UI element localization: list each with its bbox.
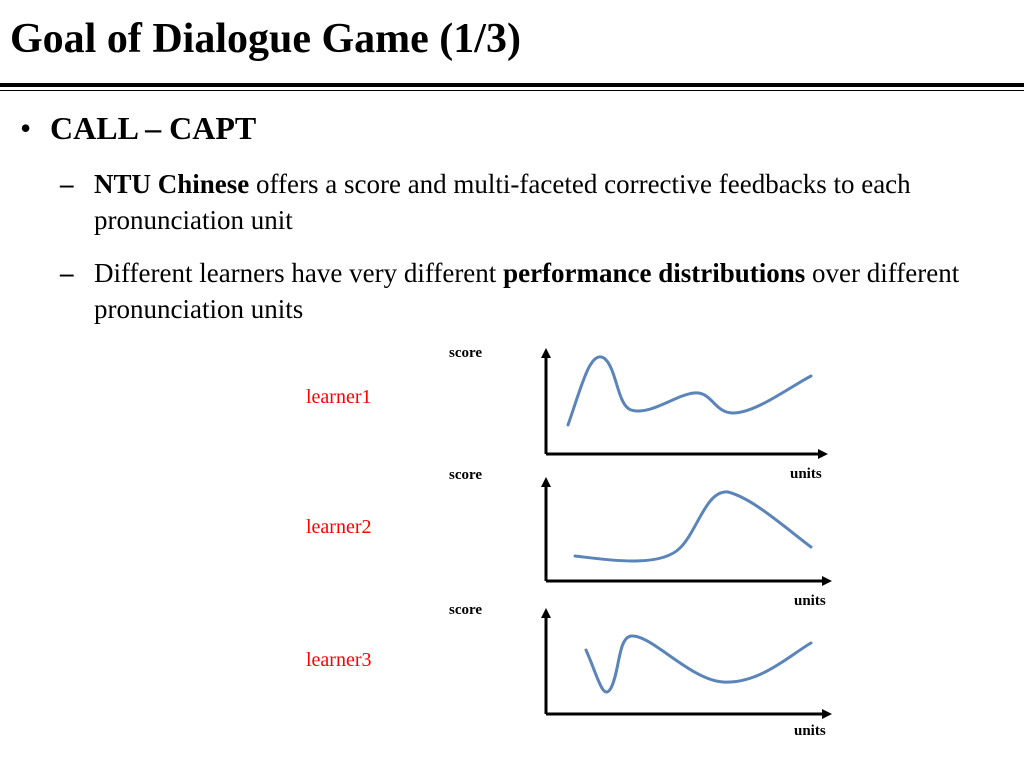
sub-bullet-start: Different learners have very different [94,258,504,288]
sub-bullet-marker: – [60,258,74,288]
sub-bullet-end: over different pronunciation units [94,258,960,324]
learner2-curve [575,492,811,561]
plot3-axes [546,613,827,714]
sub-bullet-marker: – [60,169,74,199]
bullet-marker: • [20,110,32,146]
plot3-x-axis-label: units [794,723,826,739]
plot2-axes [546,482,827,581]
slide-title: Goal of Dialogue Game (1/3) [10,16,521,62]
learner3-label: learner3 [306,649,372,671]
sub-bullet-bold: NTU Chinese [94,169,250,199]
plot2-x-axis-label: units [794,593,826,609]
plot2-y-axis-label: score [449,467,483,483]
learner2-label: learner2 [306,516,372,538]
learner3-curve [586,636,811,692]
bullet-text: CALL – CAPT [50,110,257,146]
sub-bullet-rest: offers a score and multi-faceted corrective feedbacks to each pronunciation unit [94,169,911,235]
plot3-y-axis-label: score [449,602,483,618]
learner1-label: learner1 [306,386,372,408]
sub-bullet-bold: performance distributions [503,258,806,288]
plot1-x-axis-label: units [790,466,822,482]
plot1-y-axis-label: score [449,345,483,361]
learner1-curve [568,357,811,425]
